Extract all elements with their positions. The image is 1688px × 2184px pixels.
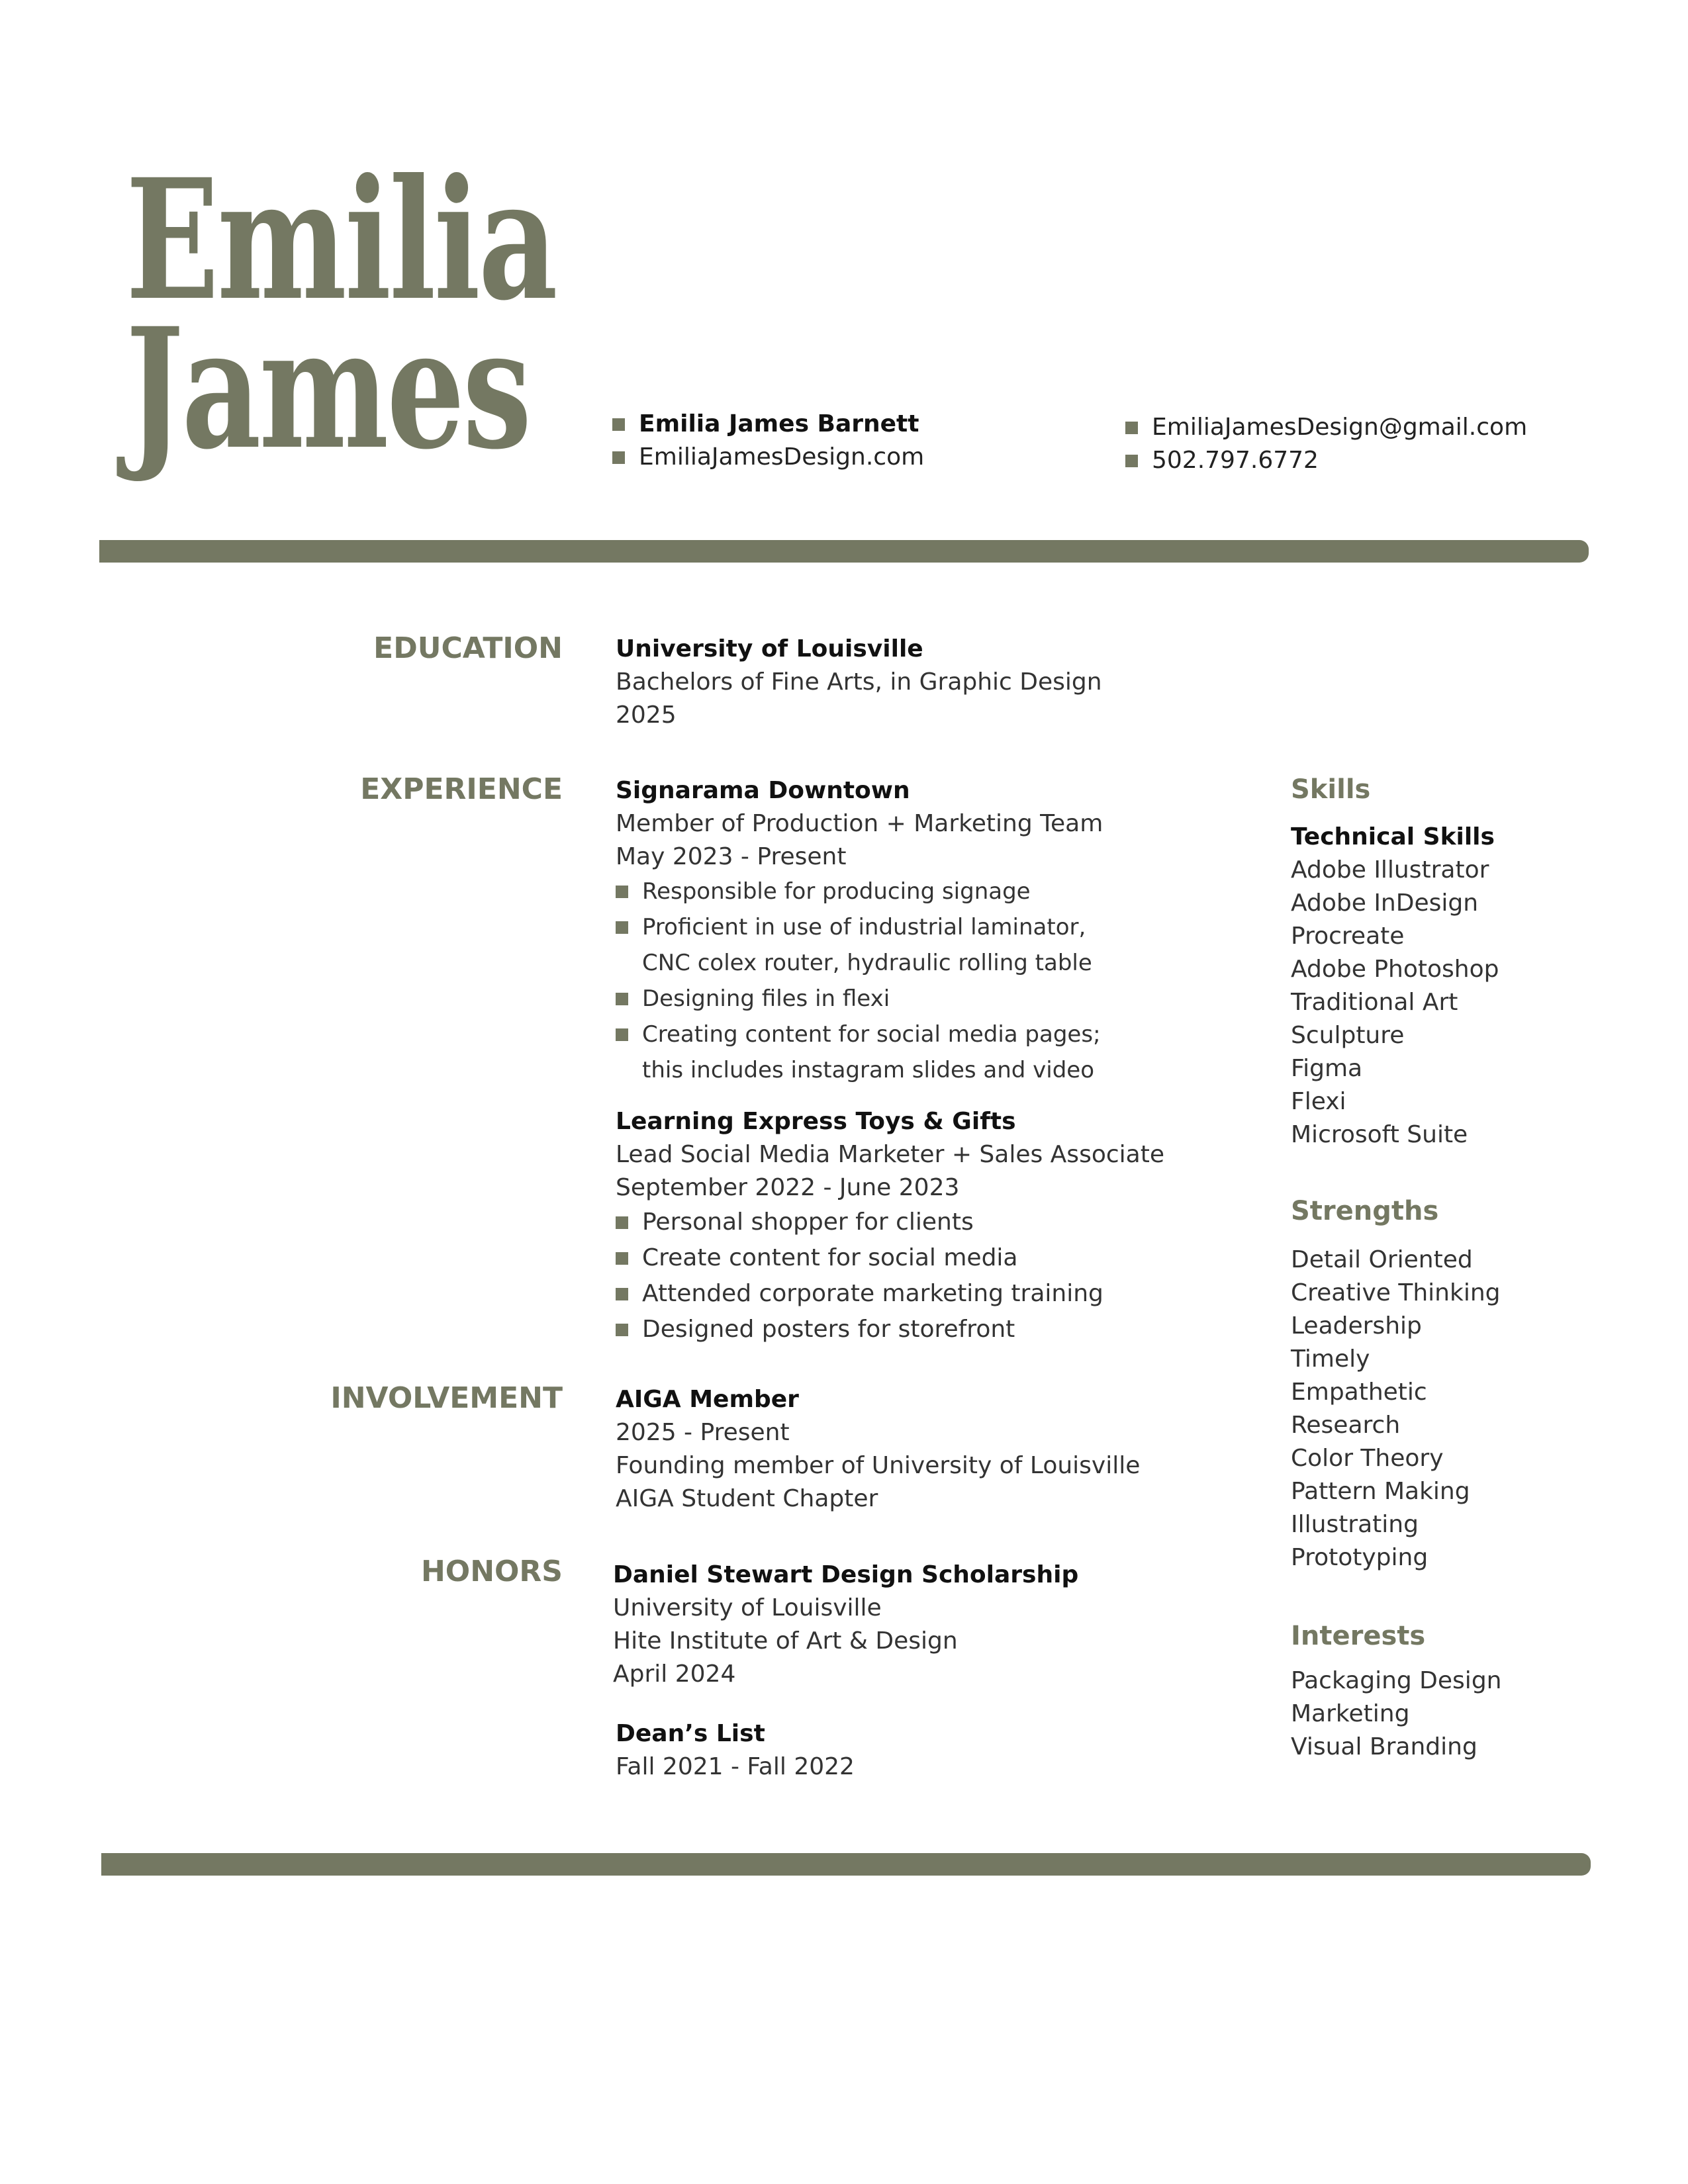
job-bullet (616, 1276, 1164, 1312)
involvement-title: AIGA Member (616, 1386, 799, 1413)
email-link[interactable]: EmiliaJamesDesign@gmail.com (1152, 414, 1528, 441)
contact-right (1125, 411, 1527, 477)
honor-entry (616, 1717, 855, 1784)
strength-item: Color Theory (1291, 1445, 1444, 1472)
skill-item: Adobe Photoshop (1291, 956, 1499, 983)
bullet-text: Designed posters for storefront (642, 1316, 1015, 1343)
honor-detail: Fall 2021 - Fall 2022 (616, 1753, 855, 1780)
top-divider-bar (99, 540, 1589, 563)
full-name: Emilia James Barnett (639, 410, 919, 437)
honor-title: Dean’s List (616, 1720, 765, 1747)
logo-last-name: James (126, 291, 530, 486)
involvement-description: Founding member of University of Louisville (616, 1452, 1141, 1479)
strengths-section (1291, 1195, 1501, 1574)
bullet-text: Personal shopper for clients (642, 1208, 974, 1236)
graduation-year: 2025 (616, 702, 677, 729)
bullet-text: Responsible for producing signage (642, 878, 1031, 905)
square-bullet-icon (1125, 455, 1138, 467)
job-bullet (616, 874, 1103, 909)
honor-title: Daniel Stewart Design Scholarship (613, 1561, 1079, 1588)
bullet-text: Creating content for social media pages; this includes instagram slides and video (642, 1021, 1101, 1083)
involvement-entry (616, 1383, 1140, 1516)
interest-item: Visual Branding (1291, 1733, 1477, 1760)
skills-heading: Skills (1291, 774, 1371, 805)
skill-item: Procreate (1291, 923, 1405, 950)
job-bullet (616, 909, 1103, 981)
strength-item: Timely (1291, 1345, 1370, 1373)
involvement-heading: INVOLVEMENT (330, 1381, 563, 1415)
logo-first-name: Emilia (126, 142, 556, 337)
skills-section (1291, 773, 1499, 1152)
interests-section (1291, 1619, 1501, 1764)
phone-number: 502.797.6772 (1152, 447, 1319, 474)
job-bullet (616, 1017, 1103, 1088)
company-name: Signarama Downtown (616, 777, 910, 804)
honor-detail: April 2024 (613, 1661, 736, 1688)
job-role: Member of Production + Marketing Team (616, 810, 1103, 837)
strength-item: Research (1291, 1412, 1401, 1439)
strength-item: Detail Oriented (1291, 1246, 1473, 1273)
square-bullet-icon (616, 1324, 628, 1336)
experience-entry (616, 1105, 1164, 1347)
interest-item: Marketing (1291, 1700, 1410, 1727)
skill-item: Adobe InDesign (1291, 889, 1479, 917)
experience-entry (616, 774, 1103, 1088)
square-bullet-icon (616, 1252, 628, 1265)
square-bullet-icon (616, 921, 628, 934)
contact-phone-row (1125, 444, 1527, 477)
bullet-text: Proficient in use of industrial laminator, CNC colex router, hydraulic rolling table (642, 914, 1092, 976)
skill-item: Microsoft Suite (1291, 1121, 1468, 1148)
strength-item: Creative Thinking (1291, 1279, 1501, 1306)
name-logo (126, 142, 556, 486)
square-bullet-icon (1125, 422, 1138, 434)
strength-item: Empathetic (1291, 1379, 1427, 1406)
skill-item: Adobe Illustrator (1291, 856, 1489, 884)
skill-item: Sculpture (1291, 1022, 1405, 1049)
strength-item: Prototyping (1291, 1544, 1429, 1571)
education-entry (616, 633, 1102, 732)
bullet-text: Attended corporate marketing training (642, 1280, 1103, 1307)
contact-email-row (1125, 411, 1527, 444)
job-bullet (616, 1240, 1164, 1276)
honor-detail: University of Louisville (613, 1594, 882, 1621)
degree: Bachelors of Fine Arts, in Graphic Design (616, 668, 1102, 696)
strength-item: Illustrating (1291, 1511, 1419, 1538)
job-bullet (616, 1205, 1164, 1240)
interest-item: Packaging Design (1291, 1667, 1502, 1694)
square-bullet-icon (616, 1216, 628, 1229)
skill-item: Figma (1291, 1055, 1363, 1082)
website-link[interactable]: EmiliaJamesDesign.com (639, 443, 925, 471)
involvement-description: AIGA Student Chapter (616, 1485, 878, 1512)
job-dates: May 2023 - Present (616, 843, 847, 870)
skill-item: Flexi (1291, 1088, 1346, 1115)
square-bullet-icon (612, 451, 625, 464)
strength-item: Pattern Making (1291, 1478, 1470, 1505)
contact-website-row (612, 441, 924, 474)
bottom-divider-bar (101, 1853, 1591, 1876)
square-bullet-icon (612, 418, 625, 431)
square-bullet-icon (616, 993, 628, 1005)
school-name: University of Louisville (616, 635, 923, 662)
interests-heading: Interests (1291, 1621, 1426, 1651)
company-name: Learning Express Toys & Gifts (616, 1108, 1016, 1135)
square-bullet-icon (616, 1028, 628, 1041)
education-heading: EDUCATION (373, 631, 563, 665)
job-dates: September 2022 - June 2023 (616, 1174, 960, 1201)
honor-entry (613, 1559, 1078, 1691)
honors-heading: HONORS (420, 1555, 563, 1588)
technical-skills-subheading: Technical Skills (1291, 823, 1495, 850)
bullet-text: Designing files in flexi (642, 985, 890, 1012)
skill-item: Traditional Art (1291, 989, 1458, 1016)
contact-name-row (612, 408, 924, 441)
job-role: Lead Social Media Marketer + Sales Associate (616, 1141, 1164, 1168)
strength-item: Leadership (1291, 1312, 1422, 1340)
strengths-heading: Strengths (1291, 1196, 1439, 1226)
contact-left (612, 408, 924, 474)
honor-detail: Hite Institute of Art & Design (613, 1627, 958, 1655)
square-bullet-icon (616, 886, 628, 898)
job-bullet (616, 1312, 1164, 1347)
bullet-text: Create content for social media (642, 1244, 1018, 1271)
square-bullet-icon (616, 1288, 628, 1300)
involvement-dates: 2025 - Present (616, 1419, 790, 1446)
job-bullet (616, 981, 1103, 1017)
experience-heading: EXPERIENCE (360, 772, 563, 806)
